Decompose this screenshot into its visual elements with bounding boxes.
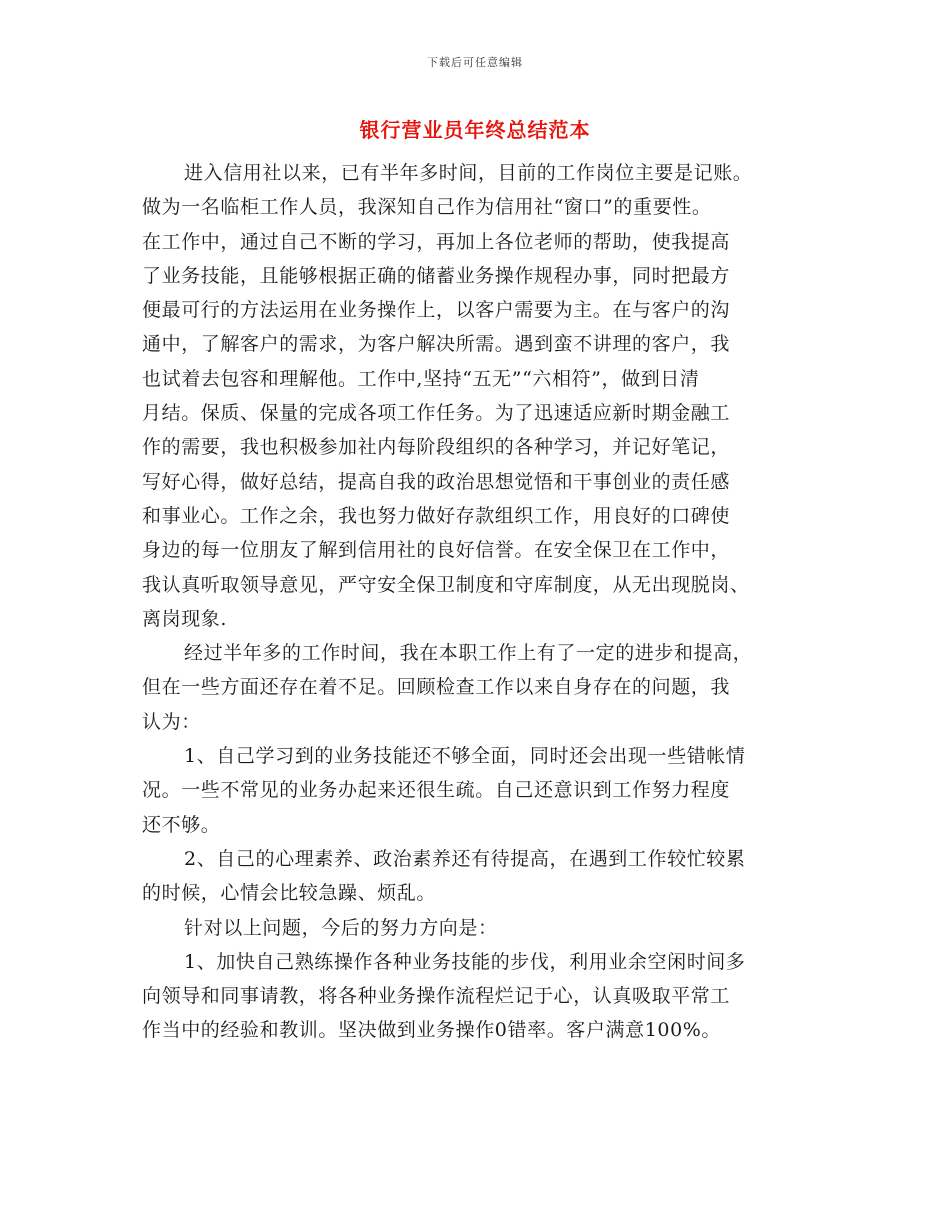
text-line: 离岗现象. [142,607,228,630]
text-line: 针对以上问题，今后的努力方向是： [184,916,498,939]
text-line: 便最可行的方法运用在业务操作上，以客户需要为主。在与客户的沟 [142,299,731,322]
text-line: 还不够。 [142,813,221,836]
text-line: 作的需要，我也积极参加社内每阶段组织的各种学习，并记好笔记， [142,436,731,459]
paragraph-2 [142,636,810,739]
paragraph-1 [142,156,810,636]
paragraph-6 [142,945,810,1048]
text-line: 作当中的经验和教训。坚决做到业务操作0错率。客户满意100%。 [142,1019,722,1042]
document-title: 银行营业员年终总结范本 [359,118,591,142]
text-line: 在工作中，通过自己不断的学习，再加上各位老师的帮助，使我提高 [142,230,731,253]
text-line: 通中，了解客户的需求，为客户解决所需。遇到蛮不讲理的客户，我 [142,333,731,356]
text-line: 1、加快自己熟练操作各种业务技能的步伐，利用业余空闲时间多 [184,950,746,973]
text-line: 1、自己学习到的业务技能还不够全面，同时还会出现一些错帐情 [184,745,746,768]
text-line: 我认真听取领导意见，严守安全保卫制度和守库制度，从无出现脱岗、 [142,573,750,596]
text-line: 但在一些方面还存在着不足。回顾检查工作以来自身存在的问题，我 [142,676,731,699]
paragraph-4 [142,842,810,911]
text-line: 认为： [142,710,201,733]
text-line: 进入信用社以来，已有半年多时间，目前的工作岗位主要是记账。 [184,162,753,184]
text-line: 的时候，心情会比较急躁、烦乱。 [142,882,437,905]
text-line: 经过半年多的工作时间，我在本职工作上有了一定的进步和提高， [184,642,753,665]
text-line: 向领导和同事请教，将各种业务操作流程烂记于心，认真吸取平常工 [142,985,731,1008]
header-note: 下载后可任意编辑 [427,56,523,69]
text-line: 做为一名临柜工作人员，我深知自己作为信用社“窗口”的重要性。 [142,196,712,219]
text-line: 了业务技能，且能够根据正确的储蓄业务操作规程办事，同时把最方 [142,264,731,287]
text-line: 身边的每一位朋友了解到信用社的良好信誉。在安全保卫在工作中， [142,539,731,562]
document-body [142,156,810,1048]
text-line: 也试着去包容和理解他。工作中,坚持“五无”“六相符”，做到日清 [142,367,700,390]
text-line: 况。一些不常见的业务办起来还很生疏。自己还意识到工作努力程度 [142,779,731,802]
text-line: 月结。保质、保量的完成各项工作任务。为了迅速适应新时期金融工 [142,402,731,425]
text-line: 和事业心。工作之余，我也努力做好存款组织工作，用良好的口碑使 [142,504,731,527]
text-line: 写好心得，做好总结，提高自我的政治思想觉悟和干事创业的责任感 [142,470,731,493]
paragraph-5 [142,911,810,945]
paragraph-3 [142,739,810,842]
text-line: 2、自己的心理素养、政治素养还有待提高，在遇到工作较忙较累 [184,847,746,870]
